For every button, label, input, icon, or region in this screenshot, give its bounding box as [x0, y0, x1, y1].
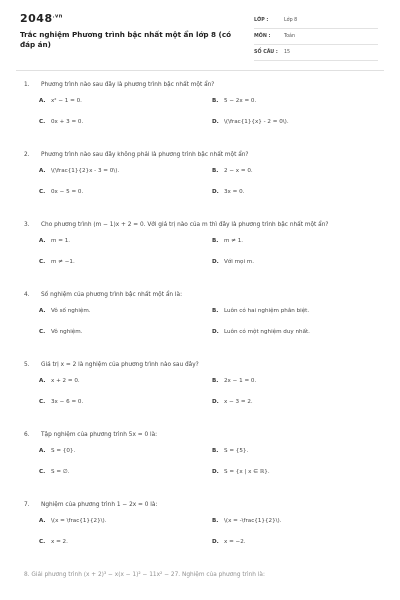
option-letter: D.	[212, 399, 219, 405]
option-text: x = 2.	[51, 539, 68, 545]
option-text: 3x = 0.	[224, 189, 245, 195]
answer-option[interactable]	[212, 168, 385, 189]
option-letter: A.	[39, 378, 46, 384]
option-text: \(x = -\frac{1}{2}\).	[224, 518, 282, 524]
answer-option[interactable]	[212, 308, 385, 329]
question-text: Cho phương trình (m − 1)x + 2 = 0. Với giá trị nào của m thì đây là phương trình bậc nhất một ẩn?	[41, 222, 329, 228]
option-letter: C.	[39, 539, 46, 545]
option-letter: D.	[212, 189, 219, 195]
option-text: Luôn có hai nghiệm phân biệt.	[224, 308, 310, 314]
question-8-partial: 8. Giải phương trình (x + 2)³ − x(x − 1)² − 11x² − 27. Nghiệm của phương trình là:	[24, 572, 265, 578]
option-text: \(\frac{1}{x} - 2 = 0\).	[224, 119, 289, 125]
answer-option[interactable]	[39, 238, 212, 259]
option-text: m ≠ −1.	[51, 259, 75, 265]
option-letter: B.	[212, 448, 219, 454]
option-text: m = 1.	[51, 238, 71, 244]
header-divider	[16, 70, 384, 71]
answer-option[interactable]	[39, 308, 212, 329]
option-text: \(\frac{1}{2}x - 3 = 0\).	[51, 168, 120, 174]
option-list	[39, 98, 380, 140]
question-number: 2.	[24, 152, 30, 158]
option-list	[39, 308, 380, 350]
option-text: 2 − x = 0.	[224, 168, 253, 174]
question-7	[24, 500, 380, 560]
option-letter: A.	[39, 238, 46, 244]
answer-option[interactable]	[212, 329, 385, 350]
option-text: x² − 1 = 0.	[51, 98, 82, 104]
question-stem	[24, 150, 380, 160]
option-text: 5 − 2x = 0.	[224, 98, 257, 104]
option-letter: B.	[212, 308, 219, 314]
answer-option[interactable]	[39, 119, 212, 140]
answer-option[interactable]	[39, 469, 212, 490]
answer-option[interactable]	[39, 518, 212, 539]
option-letter: A.	[39, 518, 46, 524]
question-text: Nghiệm của phương trình 1 − 2x = 0 là:	[41, 502, 158, 508]
answer-option[interactable]	[39, 98, 212, 119]
option-text: 0x + 3 = 0.	[51, 119, 84, 125]
meta-value: 15	[284, 50, 291, 55]
question-number: 1.	[24, 82, 30, 88]
question-1	[24, 80, 380, 140]
option-letter: B.	[212, 518, 219, 524]
document-header	[0, 0, 400, 68]
option-text: Vô số nghiệm.	[51, 308, 91, 314]
answer-option[interactable]	[212, 238, 385, 259]
option-letter: A.	[39, 168, 46, 174]
question-text: Phương trình nào sau đây là phương trình bậc nhất một ẩn?	[41, 82, 215, 88]
option-text: x + 2 = 0.	[51, 378, 80, 384]
option-text: Vô nghiệm.	[51, 329, 83, 335]
option-letter: D.	[212, 469, 219, 475]
meta-label: MÔN :	[254, 34, 271, 39]
answer-option[interactable]	[212, 539, 385, 560]
question-text: Giá trị x = 2 là nghiệm của phương trình nào sau đây?	[41, 362, 199, 368]
question-list	[0, 80, 400, 580]
option-letter: A.	[39, 448, 46, 454]
question-3	[24, 220, 380, 280]
question-stem	[24, 290, 380, 300]
option-letter: C.	[39, 119, 46, 125]
question-number: 4.	[24, 292, 30, 298]
option-letter: B.	[212, 168, 219, 174]
option-letter: C.	[39, 329, 46, 335]
option-text: x − 3 = 2.	[224, 399, 253, 405]
answer-option[interactable]	[39, 378, 212, 399]
meta-row-subject	[254, 29, 378, 45]
option-letter: C.	[39, 259, 46, 265]
meta-label: LỚP :	[254, 18, 269, 23]
option-letter: C.	[39, 189, 46, 195]
question-5	[24, 360, 380, 420]
option-letter: A.	[39, 98, 46, 104]
option-list	[39, 238, 380, 280]
answer-option[interactable]	[212, 378, 385, 399]
question-stem	[24, 500, 380, 510]
answer-option[interactable]	[39, 259, 212, 280]
option-text: S = {0}.	[51, 448, 76, 454]
answer-option[interactable]	[212, 189, 385, 210]
meta-row-class	[254, 13, 378, 29]
option-list	[39, 518, 380, 560]
option-letter: D.	[212, 119, 219, 125]
option-letter: B.	[212, 98, 219, 104]
question-stem	[24, 430, 380, 440]
question-text: Tập nghiệm của phương trình 5x = 0 là:	[41, 432, 158, 438]
document-title: Trắc nghiệm Phương trình bậc nhất một ẩn lớp 8 (có đáp án)	[20, 30, 232, 49]
option-list	[39, 168, 380, 210]
answer-option[interactable]	[212, 518, 385, 539]
option-text: m ≠ 1.	[224, 238, 244, 244]
question-6	[24, 430, 380, 490]
option-text: Với mọi m.	[224, 259, 255, 265]
option-text: S = ∅.	[51, 469, 70, 475]
question-text: Số nghiệm của phương trình bậc nhất một ẩn là:	[41, 292, 183, 298]
question-number: 7.	[24, 502, 30, 508]
option-letter: B.	[212, 378, 219, 384]
option-letter: D.	[212, 259, 219, 265]
option-letter: D.	[212, 539, 219, 545]
answer-option[interactable]	[212, 119, 385, 140]
option-letter: B.	[212, 238, 219, 244]
option-text: 3x − 6 = 0.	[51, 399, 84, 405]
question-stem	[24, 360, 380, 370]
answer-option[interactable]	[39, 189, 212, 210]
question-stem	[24, 220, 380, 230]
answer-option[interactable]	[212, 399, 385, 420]
answer-option[interactable]	[39, 399, 212, 420]
meta-row-question-count	[254, 45, 378, 61]
document-meta	[254, 13, 378, 61]
question-number: 3.	[24, 222, 30, 228]
question-4	[24, 290, 380, 350]
question-number: 6.	[24, 432, 30, 438]
answer-option[interactable]	[212, 469, 385, 490]
meta-label: SỐ CÂU :	[254, 50, 278, 55]
answer-option[interactable]	[39, 539, 212, 560]
meta-value: Lớp 8	[284, 18, 298, 23]
answer-option[interactable]	[39, 329, 212, 350]
option-text: \(x = \frac{1}{2}\).	[51, 518, 107, 524]
answer-option[interactable]	[212, 259, 385, 280]
option-list	[39, 448, 380, 490]
option-text: 0x − 5 = 0.	[51, 189, 84, 195]
question-text: Phương trình nào sau đây không phải là phương trình bậc nhất một ẩn?	[41, 152, 249, 158]
option-letter: C.	[39, 469, 46, 475]
question-number: 5.	[24, 362, 30, 368]
option-text: x = −2.	[224, 539, 246, 545]
answer-option[interactable]	[212, 448, 385, 469]
answer-option[interactable]	[39, 448, 212, 469]
answer-option[interactable]	[39, 168, 212, 189]
answer-option[interactable]	[212, 98, 385, 119]
option-letter: D.	[212, 329, 219, 335]
option-letter: A.	[39, 308, 46, 314]
option-text: Luôn có một nghiệm duy nhất.	[224, 329, 310, 335]
option-letter: C.	[39, 399, 46, 405]
option-text: 2x − 1 = 0.	[224, 378, 257, 384]
question-2	[24, 150, 380, 210]
question-stem	[24, 80, 380, 90]
option-list	[39, 378, 380, 420]
meta-value: Toán	[284, 34, 296, 39]
site-logo[interactable]: $2048^{.vn}$	[20, 12, 63, 25]
option-text: S = {x | x ∈ ℝ}.	[224, 469, 270, 475]
option-text: S = {5}.	[224, 448, 249, 454]
